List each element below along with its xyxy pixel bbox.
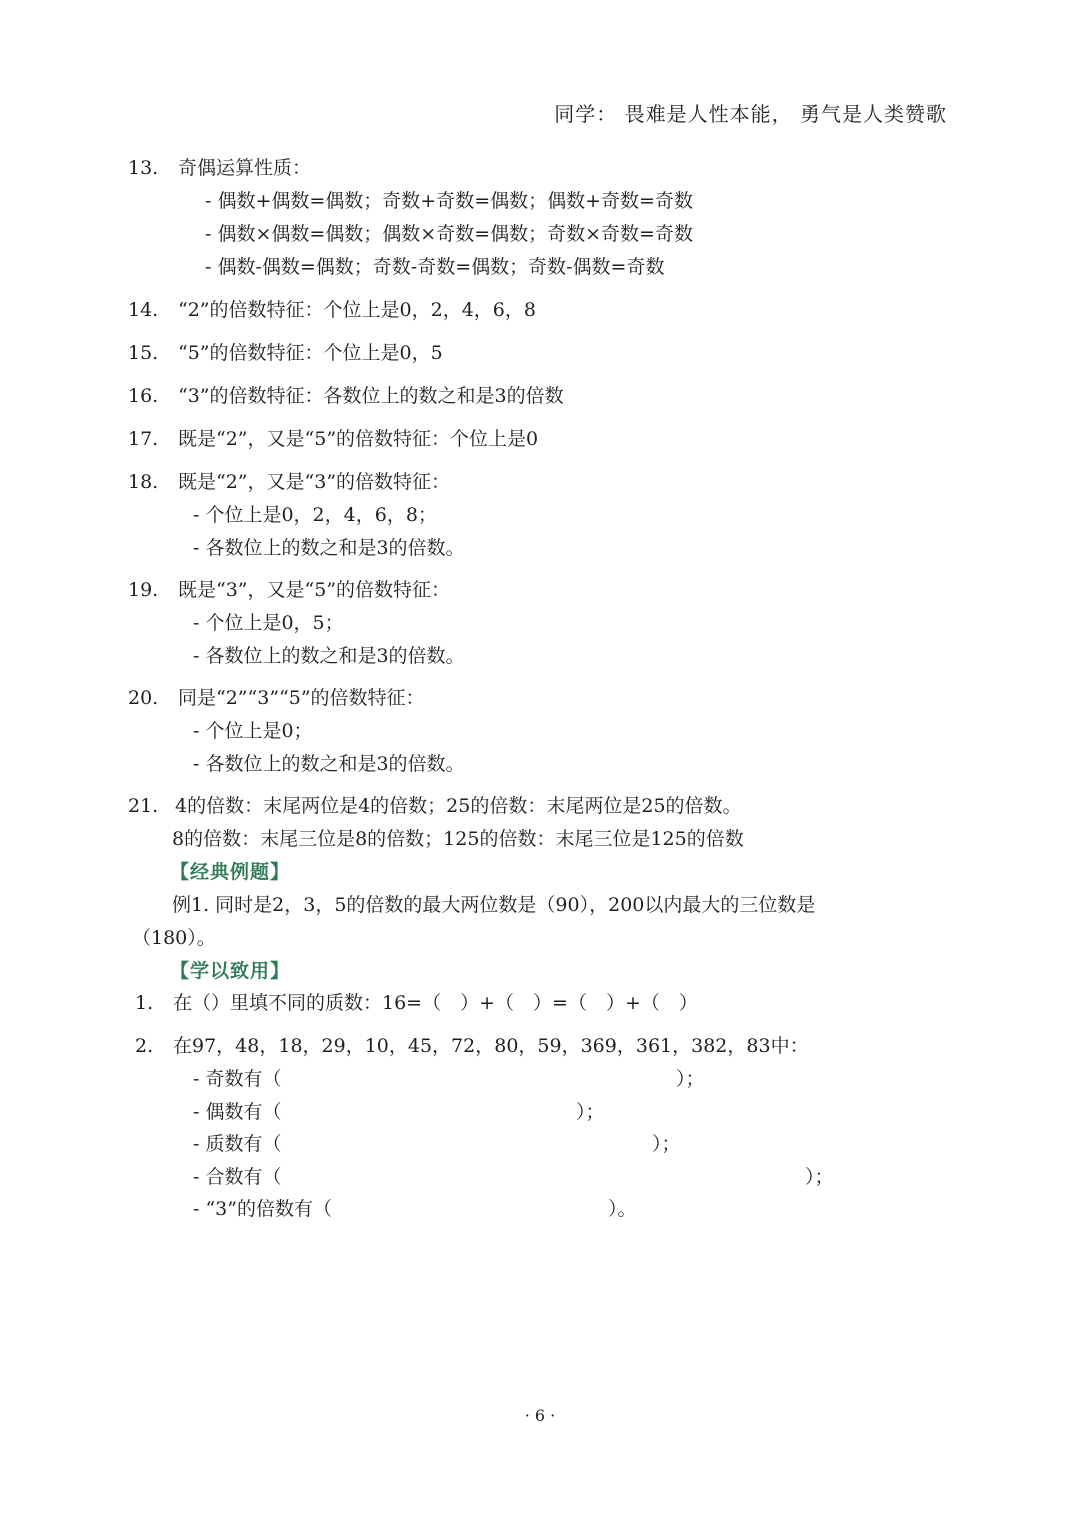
even-numbers-label: - 偶数有（ — [193, 1101, 282, 1123]
question-1-number: 1. — [135, 992, 154, 1014]
item-17-text: 既是“2”，又是“5”的倍数特征：个位上是0 — [178, 428, 539, 450]
item-20-number: 20. — [128, 687, 159, 709]
prime-numbers-blank-close: ）； — [652, 1133, 681, 1155]
item-18-line-2: - 各数位上的数之和是3的倍数。 — [193, 537, 465, 559]
multiples-of-3-blank-close: ）。 — [608, 1198, 637, 1220]
prime-numbers-label: - 质数有（ — [193, 1133, 282, 1155]
item-19-title: 既是“3”，又是“5”的倍数特征： — [178, 579, 451, 601]
item-14-text: “2”的倍数特征：个位上是0，2，4，6，8 — [178, 299, 536, 321]
item-21-number: 21. — [128, 795, 159, 817]
item-20-title: 同是“2”“3”“5”的倍数特征： — [178, 687, 425, 709]
item-16-number: 16. — [128, 385, 159, 407]
item-21-line-1: 4的倍数：末尾两位是4的倍数；25的倍数：末尾两位是25的倍数。 — [175, 795, 742, 817]
item-17-number: 17. — [128, 428, 159, 450]
multiples-of-3-label: - “3”的倍数有（ — [193, 1198, 332, 1220]
composite-numbers-label: - 合数有（ — [193, 1166, 282, 1188]
item-13-line-3: - 偶数-偶数=偶数；奇数-奇数=偶数；奇数-偶数=奇数 — [205, 256, 665, 278]
item-19-line-2: - 各数位上的数之和是3的倍数。 — [193, 645, 465, 667]
odd-numbers-blank-close: ）； — [676, 1068, 705, 1090]
item-18-line-1: - 个位上是0，2，4，6，8； — [193, 504, 437, 526]
header-motto: 同学： 畏难是人性本能， 勇气是人类赞歌 — [554, 102, 947, 126]
question-1-text: 在（）里填不同的质数：16=（ ）+（ ）=（ ）+（ ） — [173, 992, 698, 1014]
item-13-title: 奇偶运算性质： — [178, 157, 312, 179]
even-numbers-blank-close: ）； — [576, 1101, 605, 1123]
composite-numbers-blank-close: ）； — [805, 1166, 834, 1188]
item-19-number: 19. — [128, 579, 159, 601]
item-16-text: “3”的倍数特征：各数位上的数之和是3的倍数 — [178, 385, 564, 407]
item-13-line-1: - 偶数+偶数=偶数；奇数+奇数=偶数；偶数+奇数=奇数 — [205, 190, 693, 212]
example-line-1: 例1. 同时是2，3，5的倍数的最大两位数是（90），200以内最大的三位数是 — [172, 894, 816, 916]
item-18-number: 18. — [128, 471, 159, 493]
item-15-text: “5”的倍数特征：个位上是0，5 — [178, 342, 443, 364]
item-18-title: 既是“2”，又是“3”的倍数特征： — [178, 471, 451, 493]
question-2-number: 2. — [135, 1035, 154, 1057]
item-13-line-2: - 偶数×偶数=偶数；偶数×奇数=偶数；奇数×奇数=奇数 — [205, 223, 693, 245]
practice-heading: 【学以致用】 — [170, 960, 291, 982]
item-20-line-2: - 各数位上的数之和是3的倍数。 — [193, 753, 465, 775]
example-heading: 【经典例题】 — [170, 861, 291, 883]
question-2-text: 在97，48，18，29，10，45，72，80，59，369，361，382，83中： — [173, 1035, 809, 1057]
item-14-number: 14. — [128, 299, 159, 321]
example-line-2: （180）。 — [132, 927, 216, 949]
odd-numbers-label: - 奇数有（ — [193, 1068, 282, 1090]
page-number: · 6 · — [524, 1406, 556, 1425]
item-20-line-1: - 个位上是0； — [193, 720, 313, 742]
item-19-line-1: - 个位上是0，5； — [193, 612, 344, 634]
item-15-number: 15. — [128, 342, 159, 364]
item-13-number: 13. — [128, 157, 159, 179]
item-21-line-2: 8的倍数：末尾三位是8的倍数；125的倍数：末尾三位是125的倍数 — [172, 828, 744, 850]
